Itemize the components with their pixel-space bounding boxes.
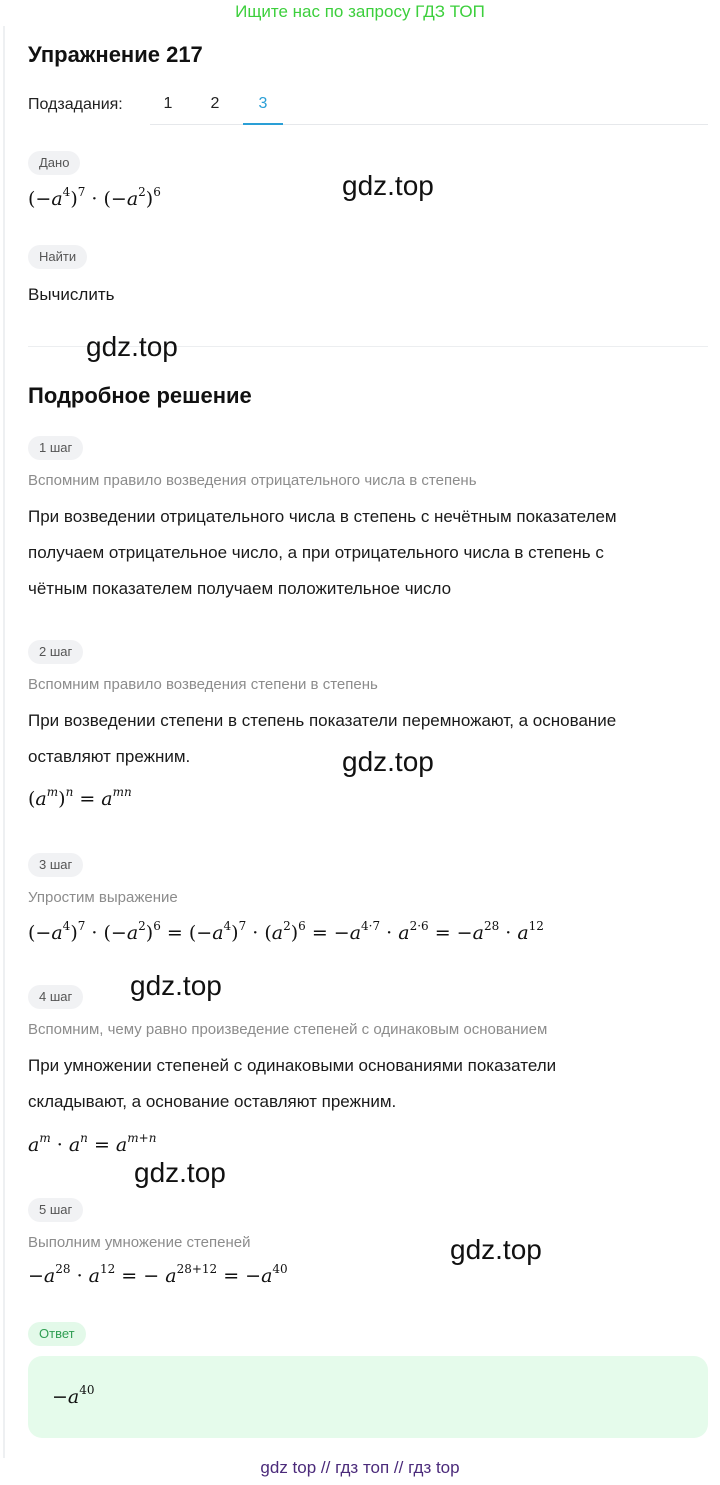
watermark-6: gdz.top xyxy=(450,1234,542,1265)
find-pill: Найти xyxy=(28,245,87,269)
answer-expression: $-a^{40}$ xyxy=(52,1383,95,1408)
find-text: Вычислить xyxy=(28,285,115,304)
step-4-formula: $a^m \cdot a^n = a^{m+n}$ xyxy=(28,1131,157,1156)
step-3-hint: Упростим выражение xyxy=(28,889,178,906)
step-3-pill: 3 шаг xyxy=(28,853,83,877)
given-pill: Дано xyxy=(28,151,80,175)
watermark-1: gdz.top xyxy=(342,170,434,201)
step-4-pill: 4 шаг xyxy=(28,985,83,1009)
watermark-3: gdz.top xyxy=(342,746,434,777)
step-2-formula: $(a^m)^n = a^{mn}$ xyxy=(28,785,132,810)
page-title: Упражнение 217 xyxy=(28,42,203,67)
tab-1[interactable]: 1 xyxy=(163,95,173,112)
step-1-hint: Вспомним правило возведения отрицательного числа в степень xyxy=(28,472,477,489)
step-2-hint: Вспомним правило возведения степени в степень xyxy=(28,676,378,693)
step-2-pill: 2 шаг xyxy=(28,640,83,664)
answer-box xyxy=(28,1356,708,1438)
step-4-line-1: При умножении степеней с одинаковыми основаниями показатели xyxy=(28,1056,557,1075)
step-5-formula: $-a^{28} \cdot a^{12}$ = − $a^{28+12} = -a^{40}$ xyxy=(28,1262,288,1287)
subtasks-label: Подзадания: xyxy=(28,96,123,113)
watermark-4: gdz.top xyxy=(130,970,222,1001)
step-2-line-1: При возведении степени в степень показатели перемножают, а основание xyxy=(28,711,617,730)
step-5-pill: 5 шаг xyxy=(28,1198,83,1222)
solution-title: Подробное решение xyxy=(28,383,252,408)
step-5-hint: Выполним умножение степеней xyxy=(28,1234,251,1251)
given-expression: $(-a^4)^7 \cdot (-a^2)^6$ xyxy=(28,185,161,210)
step-1-pill: 1 шаг xyxy=(28,436,83,460)
step-4-line-2: складывают, а основание оставляют прежним. xyxy=(28,1092,397,1111)
footer-links[interactable]: gdz top // гдз топ // гдз top xyxy=(260,1458,460,1477)
tab-3[interactable]: 3 xyxy=(243,95,283,125)
top-banner[interactable]: Ищите нас по запросу ГДЗ ТОП xyxy=(235,2,485,21)
answer-pill: Ответ xyxy=(28,1322,86,1346)
watermark-2: gdz.top xyxy=(86,331,178,362)
watermark-5: gdz.top xyxy=(134,1157,226,1188)
tab-2[interactable]: 2 xyxy=(210,95,220,112)
step-3-formula: $(-a^4)^7 \cdot (-a^2)^6 = (-a^4)^7 \cdot (a^2)^6 = -a^{4\cdot 7} \cdot a^{2\cdot 6} = -a^{28} \cdot a^{12}$ xyxy=(28,919,544,944)
step-1-line-3: чётным показателем получаем положительное число xyxy=(28,579,452,598)
step-2-line-2: оставляют прежним. xyxy=(28,747,191,766)
step-1-line-2: получаем отрицательное число, а при отрицательного числа в степень с xyxy=(28,543,604,562)
step-4-hint: Вспомним, чему равно произведение степеней с одинаковым основанием xyxy=(28,1021,548,1038)
step-1-line-1: При возведении отрицательного числа в степень с нечётным показателем xyxy=(28,507,617,526)
